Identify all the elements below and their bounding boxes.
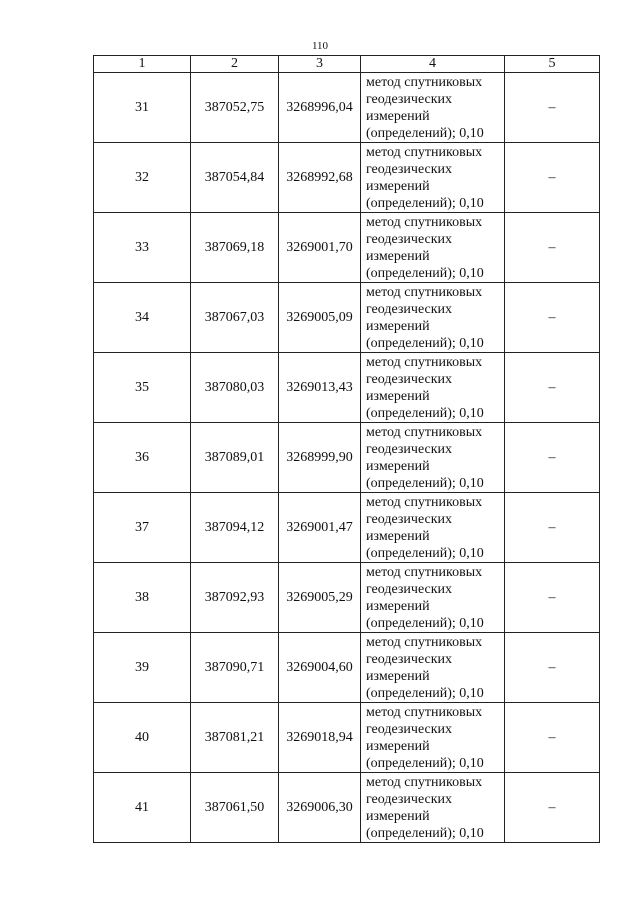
point-number-cell: 34 [94, 283, 191, 353]
column-header: 1 [94, 56, 191, 73]
x-coordinate-cell: 387052,75 [191, 73, 279, 143]
note-cell: – [505, 353, 600, 423]
y-coordinate-cell: 3268996,04 [279, 73, 361, 143]
point-number-cell: 31 [94, 73, 191, 143]
column-header: 4 [361, 56, 505, 73]
x-coordinate-cell: 387067,03 [191, 283, 279, 353]
method-cell: метод спутниковых геодезических измерений (определений); 0,10 [361, 493, 505, 563]
note-cell: – [505, 423, 600, 493]
page-number: 110 [311, 40, 329, 52]
y-coordinate-cell: 3269004,60 [279, 633, 361, 703]
y-coordinate-cell: 3269013,43 [279, 353, 361, 423]
y-coordinate-cell: 3269001,70 [279, 213, 361, 283]
y-coordinate-cell: 3269005,29 [279, 563, 361, 633]
note-cell: – [505, 283, 600, 353]
table-row [94, 143, 600, 213]
x-coordinate-cell: 387094,12 [191, 493, 279, 563]
table-row [94, 353, 600, 423]
y-coordinate-cell: 3268992,68 [279, 143, 361, 213]
method-cell: метод спутниковых геодезических измерений (определений); 0,10 [361, 423, 505, 493]
point-number-cell: 32 [94, 143, 191, 213]
point-number-cell: 37 [94, 493, 191, 563]
point-number-cell: 33 [94, 213, 191, 283]
method-cell: метод спутниковых геодезических измерений (определений); 0,10 [361, 213, 505, 283]
note-cell: – [505, 633, 600, 703]
method-cell: метод спутниковых геодезических измерений (определений); 0,10 [361, 143, 505, 213]
table-row [94, 73, 600, 143]
note-cell: – [505, 773, 600, 843]
y-coordinate-cell: 3269001,47 [279, 493, 361, 563]
x-coordinate-cell: 387061,50 [191, 773, 279, 843]
method-cell: метод спутниковых геодезических измерений (определений); 0,10 [361, 633, 505, 703]
table-row [94, 773, 600, 843]
y-coordinate-cell: 3269005,09 [279, 283, 361, 353]
x-coordinate-cell: 387069,18 [191, 213, 279, 283]
x-coordinate-cell: 387090,71 [191, 633, 279, 703]
point-number-cell: 41 [94, 773, 191, 843]
note-cell: – [505, 493, 600, 563]
table-row [94, 493, 600, 563]
x-coordinate-cell: 387080,03 [191, 353, 279, 423]
column-header: 5 [505, 56, 600, 73]
point-number-cell: 39 [94, 633, 191, 703]
table-row [94, 213, 600, 283]
point-number-cell: 40 [94, 703, 191, 773]
y-coordinate-cell: 3268999,90 [279, 423, 361, 493]
table-row [94, 423, 600, 493]
note-cell: – [505, 213, 600, 283]
coordinates-table [93, 55, 600, 843]
table-row [94, 703, 600, 773]
x-coordinate-cell: 387092,93 [191, 563, 279, 633]
x-coordinate-cell: 387054,84 [191, 143, 279, 213]
table-header-row [94, 56, 600, 73]
note-cell: – [505, 143, 600, 213]
method-cell: метод спутниковых геодезических измерений (определений); 0,10 [361, 773, 505, 843]
method-cell: метод спутниковых геодезических измерений (определений); 0,10 [361, 353, 505, 423]
table-row [94, 563, 600, 633]
point-number-cell: 35 [94, 353, 191, 423]
point-number-cell: 36 [94, 423, 191, 493]
x-coordinate-cell: 387089,01 [191, 423, 279, 493]
y-coordinate-cell: 3269006,30 [279, 773, 361, 843]
method-cell: метод спутниковых геодезических измерений (определений); 0,10 [361, 703, 505, 773]
method-cell: метод спутниковых геодезических измерений (определений); 0,10 [361, 563, 505, 633]
note-cell: – [505, 73, 600, 143]
point-number-cell: 38 [94, 563, 191, 633]
column-header: 2 [191, 56, 279, 73]
note-cell: – [505, 703, 600, 773]
method-cell: метод спутниковых геодезических измерений (определений); 0,10 [361, 73, 505, 143]
table-row [94, 283, 600, 353]
table-row [94, 633, 600, 703]
column-header: 3 [279, 56, 361, 73]
method-cell: метод спутниковых геодезических измерений (определений); 0,10 [361, 283, 505, 353]
y-coordinate-cell: 3269018,94 [279, 703, 361, 773]
note-cell: – [505, 563, 600, 633]
x-coordinate-cell: 387081,21 [191, 703, 279, 773]
